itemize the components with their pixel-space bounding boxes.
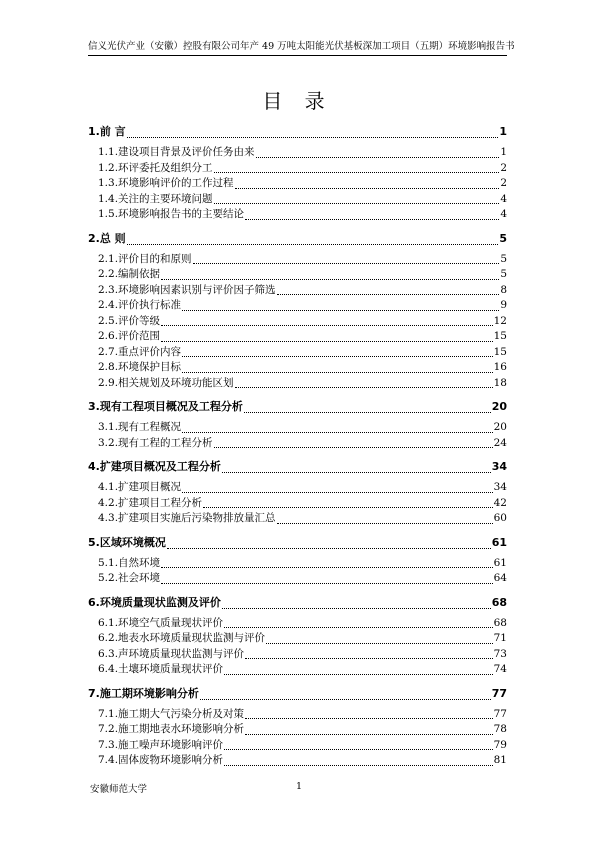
header-rule xyxy=(88,55,507,56)
toc-section-entry[interactable] xyxy=(88,738,507,754)
toc-section-page: 60 xyxy=(493,512,507,524)
toc-section-entry[interactable] xyxy=(88,314,507,330)
toc-section-label: 7.2.施工期地表水环境影响分析 xyxy=(98,723,245,735)
toc-section-page: 2 xyxy=(500,161,507,174)
toc-section-page: 24 xyxy=(493,436,507,449)
toc-section-entry[interactable] xyxy=(88,376,507,392)
toc-section-entry[interactable] xyxy=(88,511,507,527)
toc-section-page: 68 xyxy=(493,616,507,629)
toc-leader-dots xyxy=(182,371,493,373)
toc-leader-dots xyxy=(214,446,493,448)
toc-section-entry[interactable] xyxy=(88,192,507,208)
toc-section-page: 18 xyxy=(493,376,507,389)
toc-section-label: 6.1.环境空气质量现状评价 xyxy=(98,616,224,629)
toc-section-entry[interactable] xyxy=(88,420,507,436)
toc-section-entry[interactable] xyxy=(88,298,507,314)
table-of-contents xyxy=(88,120,507,773)
toc-section-label: 6.4.土壤环境质量现状评价 xyxy=(98,663,224,675)
toc-section-entry[interactable] xyxy=(88,662,507,678)
toc-section-label: 7.4.固体废物环境影响分析 xyxy=(98,754,224,766)
toc-chapter-page: 77 xyxy=(491,686,507,700)
toc-leader-dots xyxy=(277,293,500,295)
toc-leader-dots xyxy=(224,673,493,675)
toc-chapter-label: 7.施工期环境影响分析 xyxy=(88,686,199,700)
toc-section-entry[interactable] xyxy=(88,252,507,268)
toc-chapter-label: 2.总 则 xyxy=(88,231,126,245)
toc-section-entry[interactable] xyxy=(88,436,507,452)
toc-section-page: 79 xyxy=(493,738,507,751)
toc-section-page: 15 xyxy=(493,345,507,358)
toc-chapter-entry[interactable] xyxy=(88,594,507,612)
toc-leader-dots xyxy=(224,764,493,766)
toc-section-page: 34 xyxy=(493,481,507,493)
toc-section-page: 4 xyxy=(500,208,507,220)
toc-section-page: 4 xyxy=(500,192,507,205)
toc-section-label: 2.6.评价范围 xyxy=(98,330,161,342)
toc-chapter-label: 6.环境质量现状监测及评价 xyxy=(88,595,221,609)
toc-chapter-label: 1.前 言 xyxy=(88,125,126,138)
toc-chapter-entry[interactable] xyxy=(88,685,507,703)
page-title: 目 录 xyxy=(262,89,333,113)
toc-section-entry[interactable] xyxy=(88,616,507,632)
toc-section-page: 8 xyxy=(500,283,507,296)
toc-leader-dots xyxy=(161,340,493,342)
toc-section-label: 2.2.编制依据 xyxy=(98,268,161,280)
toc-section-page: 78 xyxy=(493,723,507,735)
toc-section-entry[interactable] xyxy=(88,360,507,376)
toc-section-label: 1.3.环境影响评价的工作过程 xyxy=(98,177,234,189)
toc-leader-dots xyxy=(266,642,493,644)
toc-leader-dots xyxy=(245,733,493,735)
toc-section-label: 4.3.扩建项目实施后污染物排放量汇总 xyxy=(98,512,276,524)
toc-leader-dots xyxy=(182,355,493,357)
toc-section-page: 64 xyxy=(493,572,507,584)
toc-section-label: 5.1.自然环境 xyxy=(98,556,161,569)
toc-section-label: 5.2.社会环境 xyxy=(98,572,161,584)
toc-section-entry[interactable] xyxy=(88,145,507,161)
toc-section-entry[interactable] xyxy=(88,753,507,769)
toc-section-page: 61 xyxy=(493,556,507,569)
toc-section-entry[interactable] xyxy=(88,207,507,223)
toc-section-entry[interactable] xyxy=(88,329,507,345)
toc-leader-dots xyxy=(244,411,491,413)
toc-section-label: 1.2.环评委托及组织分工 xyxy=(98,161,213,174)
toc-section-label: 2.3.环境影响因素识别与评价因子筛选 xyxy=(98,283,276,296)
toc-section-page: 20 xyxy=(493,421,507,433)
toc-section-label: 7.1.施工期大气污染分析及对策 xyxy=(98,707,245,720)
footer-institution: 安徽师范大学 xyxy=(90,784,148,795)
toc-leader-dots xyxy=(161,324,493,326)
toc-section-page: 71 xyxy=(493,632,507,644)
toc-section-label: 2.1.评价目的和原则 xyxy=(98,252,192,265)
toc-section-entry[interactable] xyxy=(88,556,507,572)
toc-chapter-label: 3.现有工程项目概况及工程分析 xyxy=(88,400,243,413)
toc-leader-dots xyxy=(161,566,493,568)
toc-section-label: 1.5.环境影响报告书的主要结论 xyxy=(98,208,245,220)
toc-section-entry[interactable] xyxy=(88,345,507,361)
toc-leader-dots xyxy=(182,309,499,311)
toc-section-label: 1.1.建设项目背景及评价任务由来 xyxy=(98,146,255,158)
toc-section-entry[interactable] xyxy=(88,707,507,723)
toc-section-label: 6.2.地表水环境质量现状监测与评价 xyxy=(98,632,266,644)
toc-chapter-page: 20 xyxy=(491,400,507,413)
toc-leader-dots xyxy=(222,471,491,473)
toc-leader-dots xyxy=(224,626,493,628)
toc-leader-dots xyxy=(182,491,493,493)
toc-section-label: 3.1.现有工程概况 xyxy=(98,421,182,433)
toc-leader-dots xyxy=(224,748,493,750)
toc-leader-dots xyxy=(161,278,499,280)
toc-chapter-label: 4.扩建项目概况及工程分析 xyxy=(88,460,221,473)
toc-section-label: 4.1.扩建项目概况 xyxy=(98,481,182,493)
footer-page-number: 1 xyxy=(296,781,303,792)
toc-section-label: 2.7.重点评价内容 xyxy=(98,345,182,358)
toc-section-entry[interactable] xyxy=(88,480,507,496)
toc-leader-dots xyxy=(161,582,493,584)
toc-section-label: 2.5.评价等级 xyxy=(98,314,161,327)
toc-leader-dots xyxy=(277,522,493,524)
toc-section-label: 7.3.施工噪声环境影响评价 xyxy=(98,738,224,751)
toc-leader-dots xyxy=(245,717,493,719)
toc-section-page: 16 xyxy=(493,361,507,373)
toc-section-page: 1 xyxy=(500,146,507,158)
toc-section-label: 4.2.扩建项目工程分析 xyxy=(98,496,203,509)
toc-section-page: 5 xyxy=(500,252,507,265)
toc-leader-dots xyxy=(214,202,500,204)
toc-leader-dots xyxy=(245,218,499,220)
toc-leader-dots xyxy=(127,136,499,138)
toc-chapter-entry[interactable] xyxy=(88,230,507,248)
toc-chapter-page: 68 xyxy=(491,595,507,609)
toc-section-entry[interactable] xyxy=(88,631,507,647)
toc-leader-dots xyxy=(127,243,499,245)
toc-chapter-entry[interactable] xyxy=(88,398,507,416)
toc-leader-dots xyxy=(167,547,491,549)
toc-section-label: 2.4.评价执行标准 xyxy=(98,299,182,311)
toc-leader-dots xyxy=(214,171,500,173)
toc-leader-dots xyxy=(245,657,493,659)
toc-section-entry[interactable] xyxy=(88,496,507,512)
toc-chapter-page: 5 xyxy=(499,231,507,245)
toc-section-page: 74 xyxy=(493,663,507,675)
toc-chapter-page: 1 xyxy=(499,125,507,138)
toc-leader-dots xyxy=(200,698,491,700)
toc-section-entry[interactable] xyxy=(88,647,507,663)
toc-leader-dots xyxy=(203,506,493,508)
toc-chapter-page: 61 xyxy=(491,535,507,549)
toc-section-label: 2.8.环境保护目标 xyxy=(98,361,182,373)
toc-section-label: 3.2.现有工程的工程分析 xyxy=(98,436,213,449)
toc-section-entry[interactable] xyxy=(88,722,507,738)
toc-section-entry[interactable] xyxy=(88,571,507,587)
toc-leader-dots xyxy=(193,262,500,264)
toc-section-page: 15 xyxy=(493,330,507,342)
toc-leader-dots xyxy=(235,187,500,189)
toc-chapter-entry[interactable] xyxy=(88,534,507,552)
toc-section-page: 73 xyxy=(493,647,507,660)
toc-leader-dots xyxy=(256,156,500,158)
toc-section-label: 2.9.相关规划及环境功能区划 xyxy=(98,376,234,389)
toc-section-entry[interactable] xyxy=(88,283,507,299)
toc-section-page: 5 xyxy=(500,268,507,280)
toc-section-page: 9 xyxy=(500,299,507,311)
toc-chapter-page: 34 xyxy=(491,460,507,473)
toc-leader-dots xyxy=(182,431,493,433)
toc-chapter-label: 5.区域环境概况 xyxy=(88,535,166,549)
toc-section-label: 1.4.关注的主要环境问题 xyxy=(98,192,213,205)
running-header: 信义光伏产业（安徽）控股有限公司年产 49 万吨太阳能光伏基板深加工项目（五期）环境影响报告书 xyxy=(88,41,515,52)
toc-section-page: 42 xyxy=(493,496,507,509)
toc-chapter-entry[interactable] xyxy=(88,123,507,141)
toc-section-page: 81 xyxy=(493,754,507,766)
toc-section-entry[interactable] xyxy=(88,161,507,177)
toc-leader-dots xyxy=(222,607,491,609)
toc-section-entry[interactable] xyxy=(88,176,507,192)
toc-chapter-entry[interactable] xyxy=(88,458,507,476)
toc-section-page: 2 xyxy=(500,177,507,189)
toc-section-entry[interactable] xyxy=(88,267,507,283)
toc-section-label: 6.3.声环境质量现状监测与评价 xyxy=(98,647,245,660)
toc-section-page: 12 xyxy=(493,314,507,327)
toc-section-page: 77 xyxy=(493,707,507,720)
toc-leader-dots xyxy=(235,386,493,388)
